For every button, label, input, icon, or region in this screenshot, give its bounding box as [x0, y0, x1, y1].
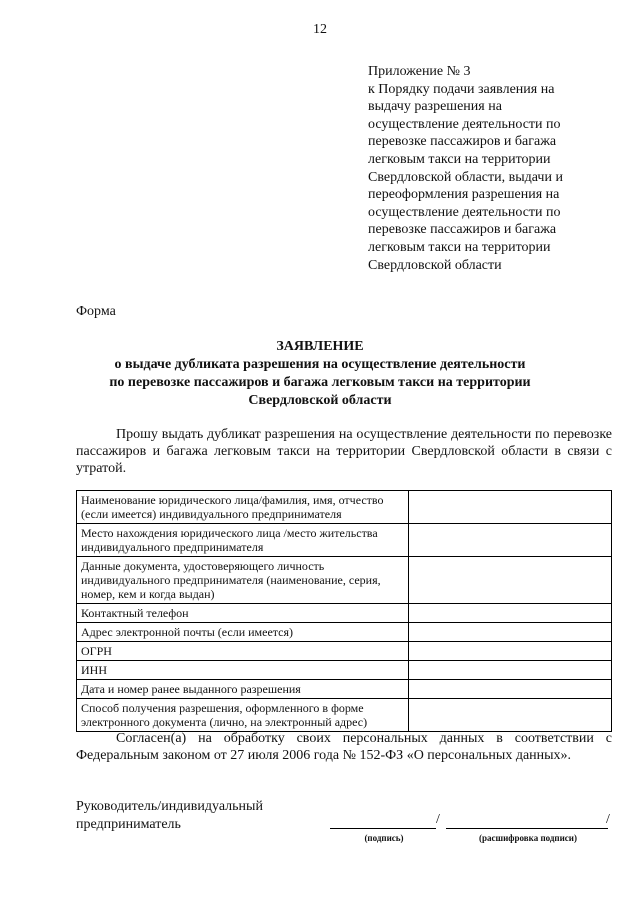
signature-line[interactable]	[330, 828, 436, 829]
document-title	[40, 338, 600, 410]
appendix-line: Свердловской области, выдачи и	[368, 169, 563, 185]
table-row	[77, 642, 612, 661]
field-label-inn: ИНН	[77, 661, 409, 680]
field-value-email[interactable]	[408, 623, 611, 642]
signer-label	[76, 798, 263, 834]
appendix-note	[368, 63, 618, 274]
field-label-previous-permit: Дата и номер ранее выданного разрешения	[77, 680, 409, 699]
signer-line: Руководитель/индивидуальный	[76, 799, 263, 814]
appendix-line: переоформления разрешения на	[368, 187, 560, 203]
table-row	[77, 623, 612, 642]
field-value-ogrn[interactable]	[408, 642, 611, 661]
field-label-name: Наименование юридического лица/фамилия, имя, отчество (если имеется) индивидуального предпринимателя	[77, 491, 409, 524]
request-paragraph: Прошу выдать дубликат разрешения на осуществление деятельности по перевозке пассажиров и багажа легковым такси на территории Свердловской области в связи с утратой.	[76, 427, 612, 476]
field-label-location: Место нахождения юридического лица /место жительства индивидуального предпринимателя	[77, 524, 409, 557]
table-row	[77, 680, 612, 699]
appendix-line: к Порядку подачи заявления на	[368, 81, 555, 97]
page-number: 12	[313, 22, 327, 37]
table-row	[77, 699, 612, 732]
appendix-line: выдачу разрешения на	[368, 99, 502, 115]
signature-separator: /	[436, 812, 440, 827]
table-row	[77, 557, 612, 604]
title-line: о выдаче дубликата разрешения на осуществление деятельности	[114, 357, 526, 372]
signer-line: предприниматель	[76, 817, 181, 832]
appendix-line: перевозке пассажиров и багажа	[368, 222, 557, 238]
field-value-location[interactable]	[408, 524, 611, 557]
signature-decoding-caption: (расшифровка подписи)	[479, 833, 577, 843]
appendix-line: легковым такси на территории	[368, 151, 551, 167]
field-label-delivery-method: Способ получения разрешения, оформленного в форме электронного документа (лично, на электронный адрес)	[77, 699, 409, 732]
title-heading: ЗАЯВЛЕНИЕ	[276, 339, 364, 354]
signature-end-separator: /	[606, 812, 610, 827]
appendix-line: осуществление деятельности по	[368, 116, 561, 132]
field-value-delivery-method[interactable]	[408, 699, 611, 732]
field-label-phone: Контактный телефон	[77, 604, 409, 623]
consent-paragraph: Согласен(а) на обработку своих персональных данных в соответствии с Федеральным законом от 27 июля 2006 года № 152-ФЗ «О персональных данных».	[76, 731, 612, 763]
appendix-line: осуществление деятельности по	[368, 204, 561, 220]
title-line: по перевозке пассажиров и багажа легковым такси на территории	[109, 375, 531, 390]
title-line: Свердловской области	[248, 393, 392, 408]
field-value-phone[interactable]	[408, 604, 611, 623]
applicant-data-table	[76, 490, 612, 732]
form-label: Форма	[76, 304, 116, 319]
signature-caption: (подпись)	[364, 833, 404, 843]
field-label-ogrn: ОГРН	[77, 642, 409, 661]
field-label-identity-document: Данные документа, удостоверяющего личность индивидуального предпринимателя (наименование, серия, номер, кем и когда выдан)	[77, 557, 409, 604]
field-value-previous-permit[interactable]	[408, 680, 611, 699]
appendix-line: перевозке пассажиров и багажа	[368, 134, 557, 150]
appendix-line: легковым такси на территории	[368, 239, 551, 255]
table-row	[77, 661, 612, 680]
table-row	[77, 524, 612, 557]
table-row	[77, 604, 612, 623]
field-value-name[interactable]	[408, 491, 611, 524]
field-value-inn[interactable]	[408, 661, 611, 680]
appendix-line: Свердловской области	[368, 257, 502, 273]
table-row	[77, 491, 612, 524]
signature-decoding-line[interactable]	[446, 828, 608, 829]
appendix-line: Приложение № 3	[368, 64, 471, 79]
field-value-identity-document[interactable]	[408, 557, 611, 604]
field-label-email: Адрес электронной почты (если имеется)	[77, 623, 409, 642]
